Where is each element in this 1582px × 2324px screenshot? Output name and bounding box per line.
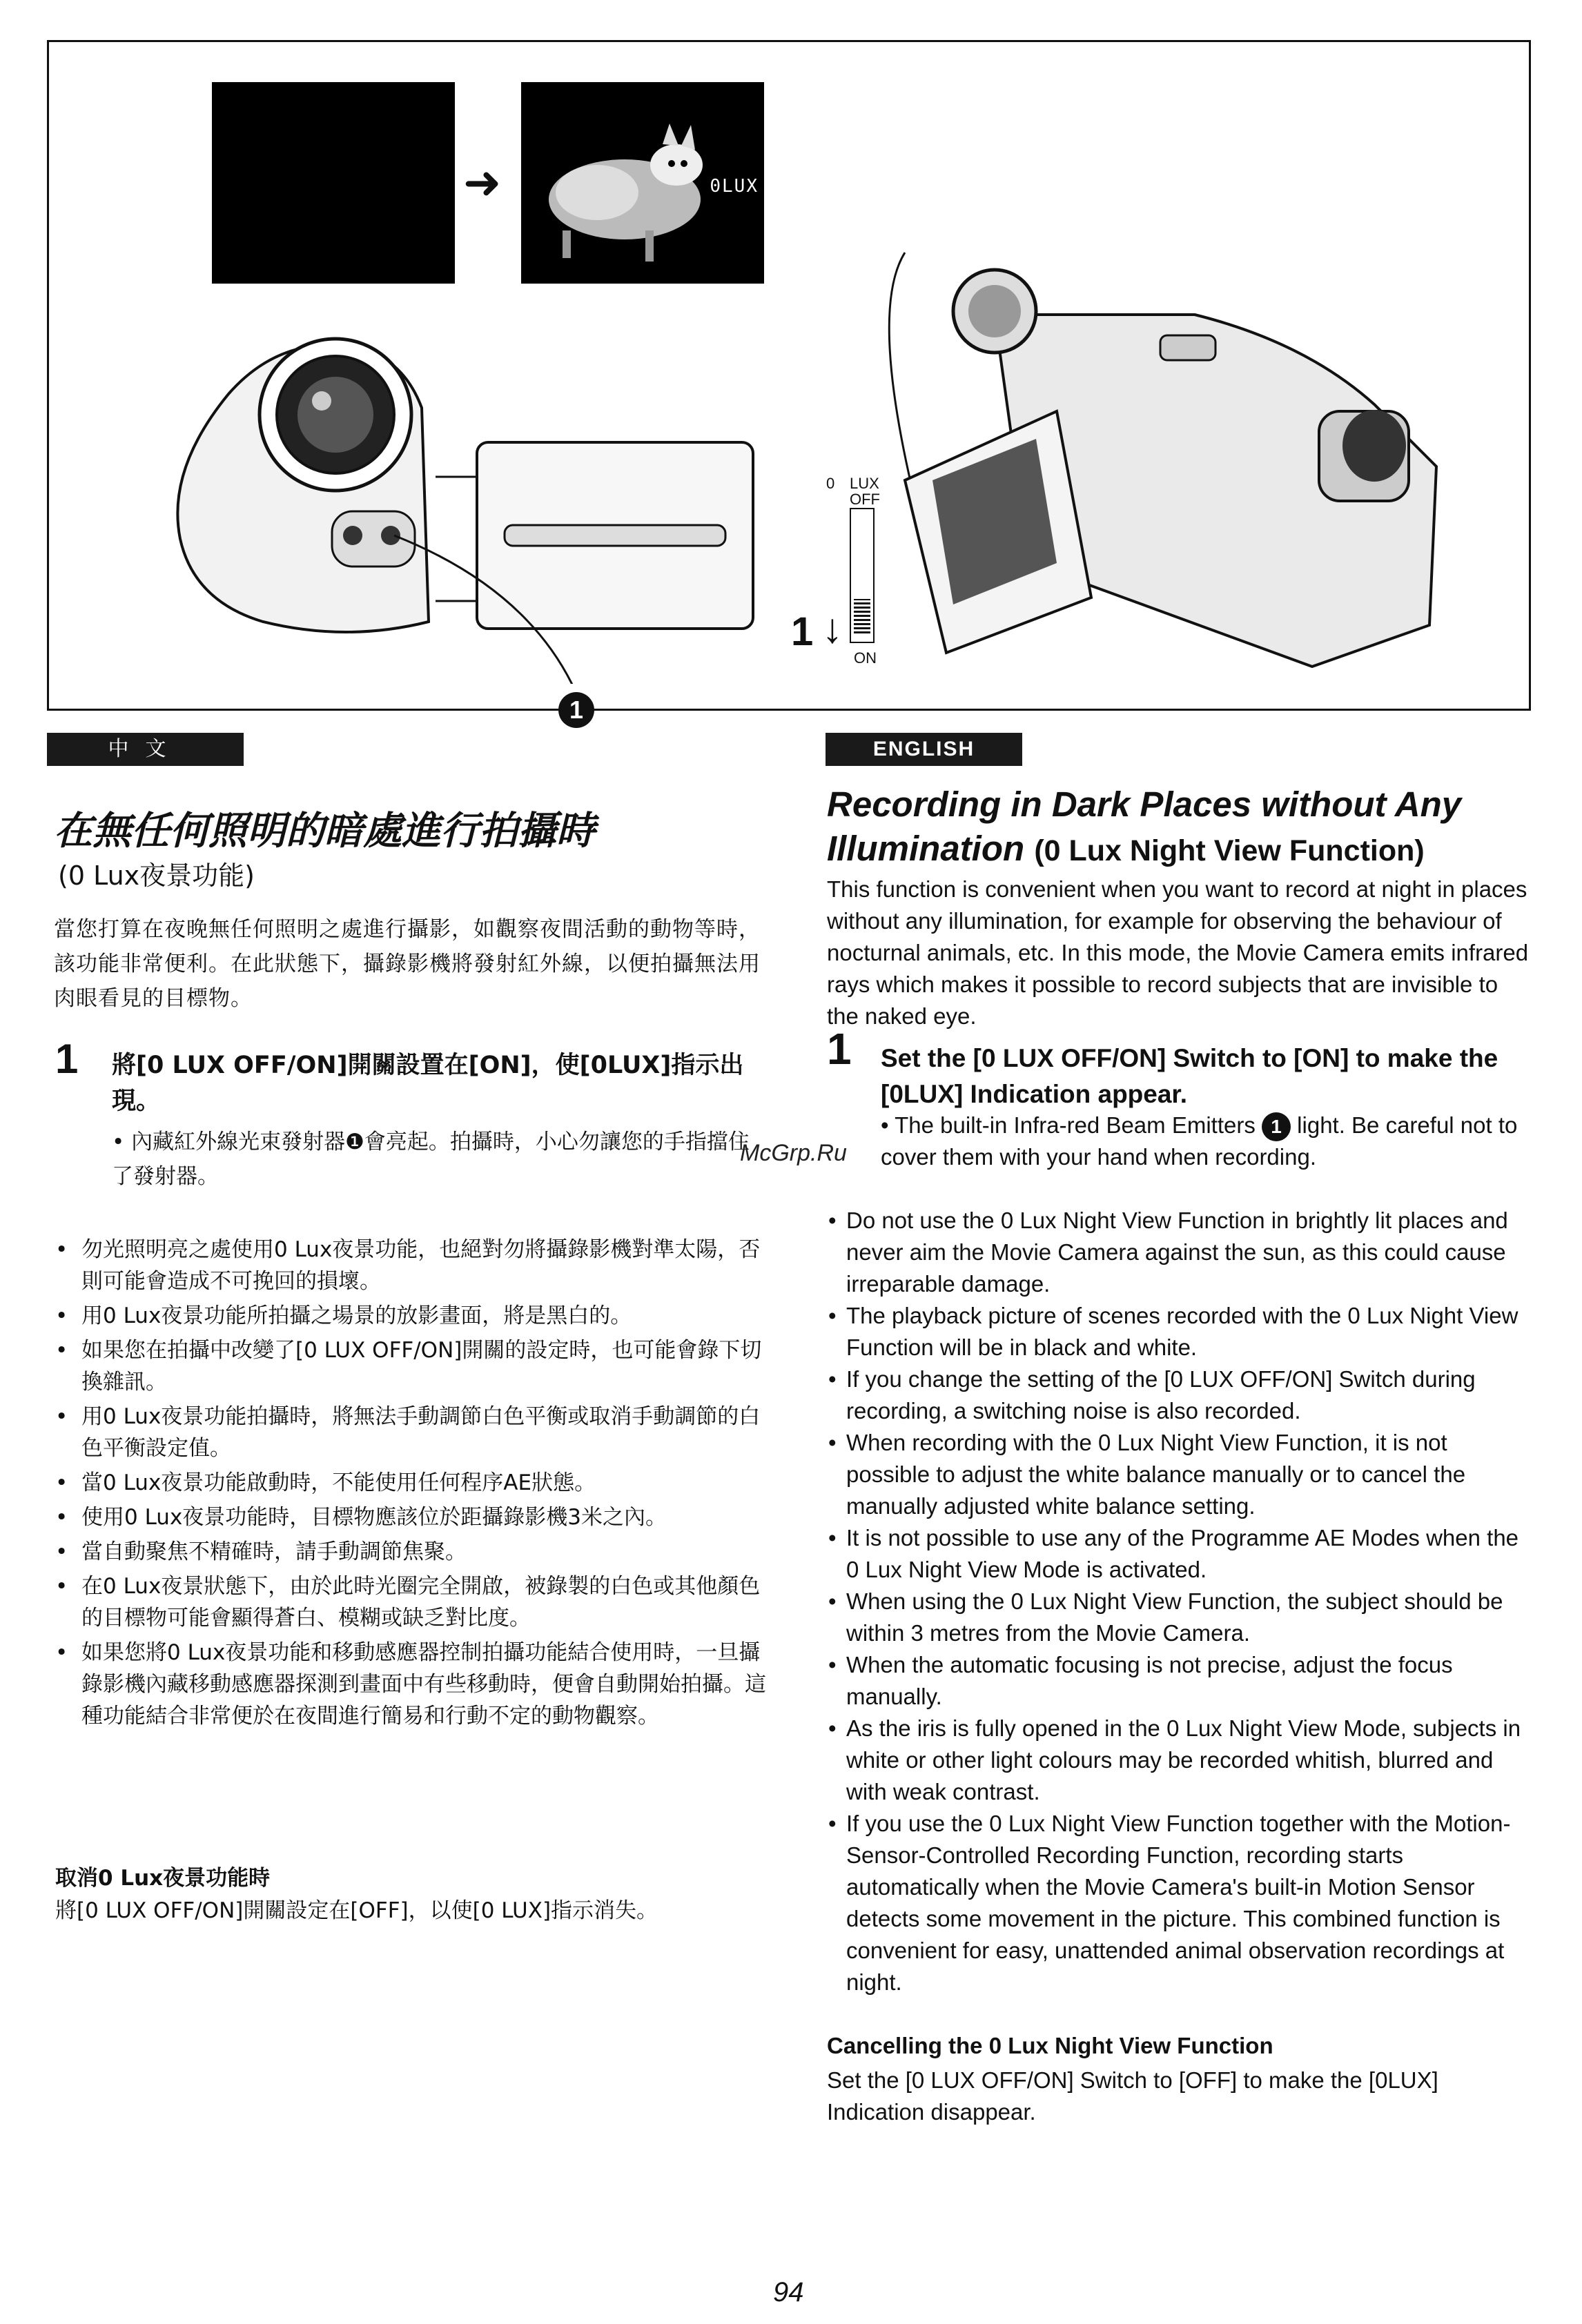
english-step-note-before: The built-in Infra-red Beam Emitters (895, 1112, 1256, 1138)
english-caution-list (846, 1205, 1536, 1998)
list-item: • The playback picture of scenes recorded with the 0 Lux Night View Function will be in black and white. (846, 1300, 1536, 1363)
english-title-suffix: (0 Lux Night View Function) (1034, 834, 1425, 867)
right-arrow-icon: ➜ (463, 157, 502, 208)
switch-label-off: OFF (850, 491, 880, 508)
list-item: • When the automatic focusing is not precise, adjust the focus manually. (846, 1649, 1536, 1713)
watermark: McGrp.Ru (740, 1140, 847, 1166)
english-cancel-heading: Cancelling the 0 Lux Night View Function (827, 2033, 1273, 2058)
chinese-step-number: 1 (55, 1036, 79, 1082)
bullet-glyph: • (881, 1112, 889, 1138)
list-item: • When recording with the 0 Lux Night View Function, it is not possible to adjust the white balance manually or to cancel the manually adjusted white balance setting. (846, 1427, 1536, 1522)
illustration-frame (47, 40, 1531, 724)
list-item: • 當自動聚焦不精確時，請手動調節焦聚。 (81, 1536, 769, 1568)
figure-step-number: 1 (791, 609, 814, 654)
0lux-indicator: 0LUX (710, 176, 759, 197)
list-item: • 勿光照明亮之處使用0 Lux夜景功能，也絕對勿將攝錄影機對準太陽，否則可能會造成不可挽回的損壞。 (81, 1234, 769, 1297)
list-item: • 用0 Lux夜景功能拍攝時，將無法手動調節白色平衡或取消手動調節的白色平衡設定值。 (81, 1401, 769, 1464)
emitter-callout-marker: 1 (1262, 1112, 1291, 1141)
tab-english: ENGLISH (826, 733, 1022, 766)
camcorder-side-illustration (863, 239, 1485, 708)
page-number: 94 (773, 2277, 804, 2307)
english-intro: This function is convenient when you want to record at night in places without any illumination, for example for observing the behaviour of nocturnal animals, etc. In this mode, the Movie Camera emits infrared rays which makes it possible to record subjects that are invisible to the naked eye. (827, 876, 1529, 1029)
chinese-step-text: 將[0 LUX OFF/ON]開關設置在[ON]，使[0LUX]指示出現。 (112, 1052, 744, 1115)
english-step-number: 1 (827, 1024, 852, 1074)
english-cancel-text: Set the [0 LUX OFF/ON] Switch to [OFF] to make the [0LUX] Indication disappear. (827, 2067, 1438, 2125)
list-item: • 用0 Lux夜景功能所拍攝之場景的放影畫面，將是黑白的。 (81, 1300, 769, 1332)
camcorder-front-illustration (139, 297, 822, 684)
switch-label-on: ON (854, 649, 877, 667)
chinese-title: 在無任何照明的暗處進行拍攝時 (54, 808, 595, 854)
list-item: • 如果您將0 Lux夜景功能和移動感應器控制拍攝功能結合使用時，一旦攝錄影機內藏移動感應器探測到畫面中有些移動時，便會自動開始拍攝。這種功能結合非常便於在夜間進行簡易和行動不定的動物觀察。 (81, 1637, 769, 1732)
chinese-intro: 當您打算在夜晚無任何照明之處進行攝影，如觀察夜間活動的動物等時，該功能非常便利。在此狀態下，攝錄影機將發射紅外線，以便拍攝無法用肉眼看見的目標物。 (54, 917, 761, 1011)
english-step-note-after: light. Be careful not to cover them with your hand when recording. (881, 1112, 1518, 1170)
list-item: • When using the 0 Lux Night View Function, the subject should be within 3 metres from the Movie Camera. (846, 1586, 1536, 1649)
english-step-text: Set the [0 LUX OFF/ON] Switch to [ON] to make the [0LUX] Indication appear. (881, 1044, 1498, 1108)
english-title (827, 782, 1538, 873)
emitter-callout-marker: 1 (558, 692, 594, 728)
english-title-main: Recording in Dark Places without Any Illumination (827, 785, 1462, 868)
down-arrow-icon: ↓ (822, 605, 843, 651)
list-item: • If you use the 0 Lux Night View Function together with the Motion-Sensor-Controlled Recording Function, recording starts automatically when the Movie Camera's built-in Motion Sensor detects some movement in the picture. This combined function is convenient for easy, unattended animal observation recordings at night. (846, 1808, 1536, 1998)
chinese-caution-list (81, 1234, 769, 1735)
viewfinder-night-screen (521, 82, 764, 284)
chinese-cancel-heading: 取消0 Lux夜景功能時 (55, 1866, 271, 1891)
list-item: • Do not use the 0 Lux Night View Function in brightly lit places and never aim the Movie Camera against the sun, as this could cause irreparable damage. (846, 1205, 1536, 1300)
list-item: • If you change the setting of the [0 LUX OFF/ON] Switch during recording, a switching noise is also recorded. (846, 1363, 1536, 1427)
list-item: • 當0 Lux夜景功能啟動時，不能使用任何程序AE狀態。 (81, 1467, 769, 1499)
viewfinder-dark-screen (212, 82, 455, 284)
list-item: • 使用0 Lux夜景功能時，目標物應該位於距攝錄影機3米之內。 (81, 1501, 769, 1533)
list-item: • 在0 Lux夜景狀態下，由於此時光圈完全開啟，被錄製的白色或其他顏色的目標物可能會顯得蒼白、模糊或缺乏對比度。 (81, 1570, 769, 1634)
tab-chinese: 中文 (47, 733, 244, 766)
list-item: • As the iris is fully opened in the 0 Lux Night View Mode, subjects in white or other light colours may be recorded whitish, blurred and with weak contrast. (846, 1713, 1536, 1808)
chinese-subtitle: (0 Lux夜景功能) (58, 860, 255, 891)
english-step-note (881, 1110, 1530, 1173)
chinese-cancel-text: 將[0 LUX OFF/ON]開關設定在[OFF]，以使[0 LUX]指示消失。 (55, 1898, 658, 1923)
switch-label-zero: 0 (826, 475, 835, 492)
switch-label-lux: LUX (850, 475, 879, 492)
chinese-step-note: • 內藏紅外線光束發射器❶會亮起。拍攝時，小心勿讓您的手指擋住了發射器。 (112, 1130, 750, 1189)
list-item: • 如果您在拍攝中改變了[0 LUX OFF/ON]開關的設定時，也可能會錄下切換雜訊。 (81, 1335, 769, 1398)
list-item: • It is not possible to use any of the Programme AE Modes when the 0 Lux Night View Mode is activated. (846, 1522, 1536, 1586)
